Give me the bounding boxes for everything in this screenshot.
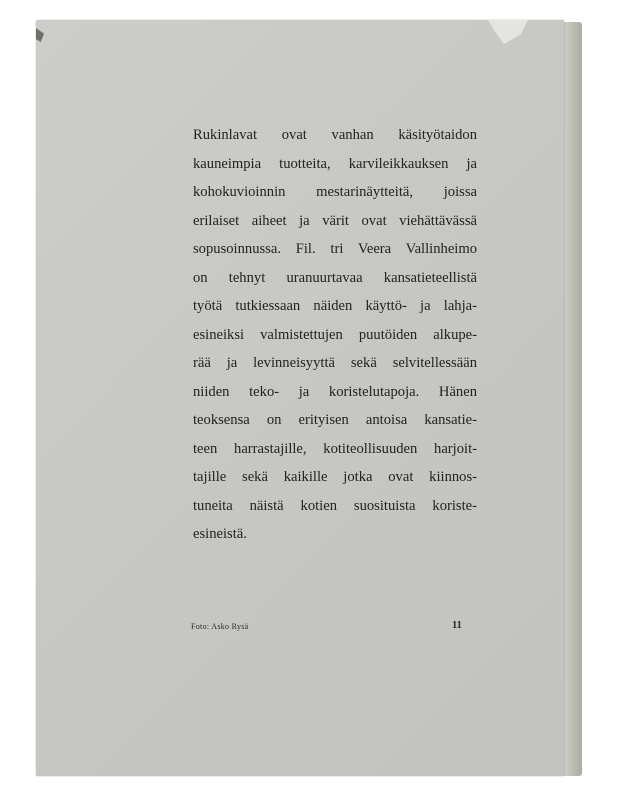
blurb-line-7: työtä tutkiessaan näiden käyttö- ja lahja- [193,298,477,314]
blurb-line-3: kohokuvioinnin mestarinäytteitä, joissa [193,184,477,200]
photo-credit: Foto: Asko Rysä [191,622,249,631]
page-number: 11 [452,620,462,631]
blurb-line-9: rää ja levinneisyyttä sekä selvitellessään [193,355,477,371]
blurb-line-12: teen harrastajille, kotiteollisuuden harjoit- [193,440,477,457]
blurb-line-15: esineistä. [193,526,247,542]
blurb-line-4: erilaiset aiheet ja värit ovat viehättävässä [193,212,477,229]
blurb-line-5: sopusoinnussa. Fil. tri Veera Vallinheimo [193,241,477,257]
blurb-line-13: tajille sekä kaikille jotka ovat kiinnos- [193,469,477,485]
blurb-line-2: kauneimpia tuotteita, karvileikkauksen ja [193,155,477,172]
blurb-line-10: niiden teko- ja koristelutapoja. Hänen [193,383,477,400]
blurb-line-1: Rukinlavat ovat vanhan käsityötaidon [193,127,477,143]
blurb-line-14: tuneita näistä kotien suosituista koriste- [193,497,477,514]
blurb-line-6: on tehnyt uranuurtavaa kansatieteellistä [193,269,477,286]
blurb-line-11: teoksensa on erityisen antoisa kansatie- [193,412,477,428]
cover-blurb-text [193,121,477,549]
blurb-line-8: esineiksi valmistettujen puutöiden alkupe- [193,326,477,343]
